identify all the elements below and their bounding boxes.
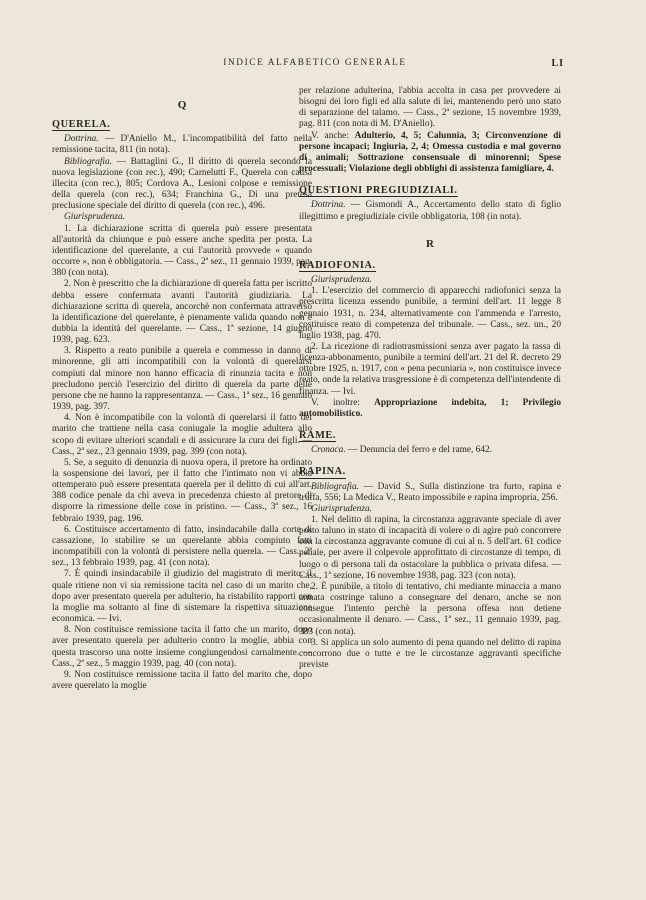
heading-text: RAPINA. <box>299 466 346 478</box>
bibliografia-entry <box>299 482 561 504</box>
heading-text: QUESTIONI PREGIUDIZIALI. <box>299 185 458 197</box>
dottrina-entry <box>52 134 312 156</box>
dottrina-label: Dottrina. <box>311 200 346 211</box>
cronaca-text: — Denuncia del ferro e del rame, 642. <box>345 445 493 456</box>
entry-heading-radiofonia <box>299 260 561 272</box>
giurisprudenza-label: Giurisprudenza. <box>311 503 372 514</box>
querela-item: 5. Se, a seguito di denunzia di nuova opera, il pretore ha ordinato la sospensione dei lavori, per il fatto che l'intimato non vi abbia ottemperato può essere presentata querela per il delitto di cui all'art. 388 codice penale da chi aveva in precedenza chiesto al pretore di disporre la rimessione delle cose in pristino. — Cass., 3ª sez., 16 febbraio 1939, pag. 196. <box>52 457 312 524</box>
bibliografia-label: Bibliografia. <box>64 156 113 167</box>
querela-item: 7. È quindi insindacabile il giudizio del magistrato di merito, il quale ritiene non vi sia remissione tacita nel caso di un marito che, dopo aver presentato querela per adulterio, ha ristabilito rapporti con la moglie ma soltanto al fine di sistemare la rispettiva situazione economica. — Ivi. <box>52 569 312 625</box>
section-letter-q: Q <box>177 99 187 111</box>
see-also-text: Appropriazione indebita, 1; Privilegio automobilistico. <box>299 397 561 419</box>
entry-heading-rapina <box>299 466 561 478</box>
page-number: LI <box>551 58 564 69</box>
left-column <box>52 84 312 692</box>
rapina-item: 2. È punibile, a titolo di tentativo, chi mediante minaccia a mano armata costringe taluno a consegnare del denaro, anche se non consegue l'intento perchè la persona offesa non detiene occasionalmente il denaro. — Cass., 1ª sez., 11 gennaio 1939, pag. 383 (con nota). <box>299 581 561 637</box>
giurisprudenza-label: Giurisprudenza. <box>64 212 125 223</box>
radiofonia-see-also <box>299 398 561 420</box>
querela-see-also <box>299 131 561 176</box>
radiofonia-item: 2. La ricezione di radiotrasmissioni senza aver pagato la tassa di licenza-abbonamento, punibile a termini dell'art. 21 del R. decreto 29 ottobre 1925, n. 1917, con « pena pecuniaria », non costituisce invece reato, onde la relativa trasgressione è di competenza dell'intendente di finanza. — Ivi. <box>299 341 561 397</box>
cronaca-entry <box>299 445 561 456</box>
bibliografia-text: — Battaglini G., Il diritto di querela secondo la nuova legislazione (con rec.), 490; Carnelutti F., Querela con causa illecita (con rec.), 805; Cordova A., Lesioni colpose e remissione della querela (con rec.), 634; Franchina G., Di una pretesa preclusione speciale del diritto di querela (con rec.), 496. <box>52 156 312 212</box>
querela-item: 6. Costituisce accertamento di fatto, insindacabile dalla corte di cassazione, lo stabilire se un querelante abbia compiuto fatti incompatibili con la volontà di persistere nella querela. — Cass., 2ª sez., 13 febbraio 1939, pag. 41 (con nota). <box>52 524 312 569</box>
querela-item: 3. Rispetto a reato punibile a querela e commesso in danno di minorenne, gli atti incompatibili con la volontà di querelarsi compiuti dal minore non hanno efficacia di rinunzia tacita e non precludono perciò l'esercizio del diritto di querela da parte delle persone che ne hanno la rappresentanza. — Cass., 1ª sez., 16 gennaio 1939, pag. 397. <box>52 346 312 413</box>
querela-item: 9. Non costituisce remissione tacita il fatto del marito che, dopo avere querelato la moglie <box>52 669 312 691</box>
bibliografia-entry <box>52 157 312 213</box>
rapina-item: 1. Nel delitto di rapina, la circostanza aggravante speciale di aver posto taluno in stato di incapacità di volere o di agire può concorrere con la circostanza aggravante comune di cui al n. 5 dell'art. 61 codice penale, per avere il colpevole approfittato di circostanze di tempo, di luogo o di persona tali da ostacolare la pubblica o privata difesa. — Cass., 1ª sezione, 16 novembre 1938, pag. 323 (con nota). <box>299 515 561 581</box>
dottrina-text: — D'Aniello M., L'incompatibilità del fatto nella remissione tacita, 811 (in nota). <box>52 134 312 156</box>
querela-item: 4. Non è incompatibile con la volontà di querelarsi il fatto del marito che trattiene nella casa coniugale la moglie adultera allo scopo di evitare ulteriori scandali e di assicurare la cura dei figli. — Cass., 2ª sez., 23 gennaio 1939, pag. 399 (con nota). <box>52 413 312 457</box>
querela-item: 2. Non è prescritto che la dichiarazione di querela fatta per iscritto debba essere confermata avanti l'autorità giudiziaria. La dichiarazione scritta di querela, ancorchè non confermata attraverso la identificazione del querelante, è pienamente valida quando non è dubbia la identità del querelante. — Cass., 1ª sezione, 14 giugno 1939, pag. 623. <box>52 279 312 346</box>
bibliografia-label: Bibliografia. <box>311 481 360 492</box>
heading-text: RADIOFONIA. <box>299 259 376 271</box>
querela-item: 8. Non costituisce remissione tacita il fatto che un marito, dopo aver presentato querela per adulterio contro la moglie, abbia con questa trascorso una notte insieme congiungendosi carnalmente. — Cass., 2ª sez., 5 maggio 1939, pag. 40 (con nota). <box>52 625 312 669</box>
header-title: INDICE ALFABETICO GENERALE <box>223 58 407 68</box>
entry-heading-rame <box>299 430 561 442</box>
rapina-item: 3. Si applica un solo aumento di pena quando nel delitto di rapina concorrono due o tutte e tre le circostanze aggravanti specifiche previste <box>299 637 561 671</box>
dottrina-label: Dottrina. <box>64 134 99 145</box>
dottrina-entry <box>299 200 561 222</box>
see-also-text: Adulterio, 4, 5; Calunnia, 3; Circonvenzione di persone incapaci; Ingiuria, 2, 4; Omessa custodia e mal governo di animali; Sottrazione consensuale di minorenni; Spese processuali; Violazione degli obblighi di assistenza famigliare, 4. <box>299 130 562 175</box>
running-header <box>0 58 646 72</box>
radiofonia-item: 1. L'esercizio del commercio di apparecchi radiofonici senza la prescritta licenza essendo punibile, a termini dell'art. 11 legge 8 gennaio 1931, n. 234, alternativamente con l'ammenda e l'arresto, costituisce reato di competenza del tribunale. — Cass., sez. un., 20 luglio 1938, pag. 470. <box>299 286 561 341</box>
see-also-label: V. inoltre: <box>311 397 375 408</box>
section-letter-r: R <box>426 237 434 250</box>
see-also-label: V. anche: <box>311 130 355 141</box>
querela-continuation: per relazione adulterina, l'abbia accolta in casa per provvedere ai bisogni dei loro figli ed alla salute di lei, mantenendo però uno stato di separazione del talamo. — Cass., 2ª sezione, 15 novembre 1939, pag. 811 (con nota di M. D'Aniello). <box>299 86 561 130</box>
querela-item: 1. La dichiarazione scritta di querela può essere presentata all'autorità da chiunque e può essere anche spedita per posta. La identificazione del querelante, a cui l'autorità provvede « quando occorre », non è obbligatoria. — Cass., 2ª sez., 11 gennaio 1939, pag. 380 (con nota). <box>52 223 312 279</box>
dottrina-text: — Gismondi A., Accertamento dello stato di figlio illegittimo e pregiudiziale civile obbligatoria, 108 (in nota). <box>299 200 561 222</box>
entry-heading-querela <box>52 119 312 131</box>
right-column <box>299 86 561 671</box>
heading-text: QUERELA. <box>52 119 111 131</box>
heading-text: RAME. <box>299 430 337 442</box>
entry-heading-questioni-pregiudiziali <box>299 185 561 197</box>
giurisprudenza-label: Giurisprudenza. <box>311 275 372 286</box>
cronaca-label: Cronaca. <box>311 445 346 456</box>
bibliografia-text: — David S., Sulla distinzione tra furto, rapina e truffa, 556; La Medica V., Reato impossibile e rapina impropria, 256. <box>299 481 561 503</box>
